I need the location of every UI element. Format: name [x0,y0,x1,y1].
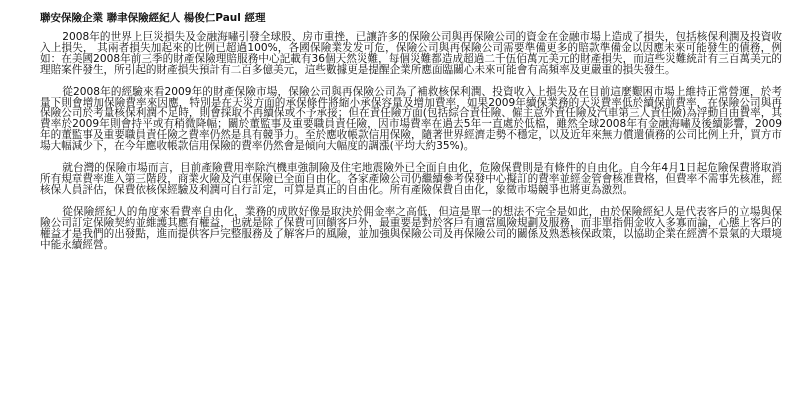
paragraph-2: 從2008年的經驗來看2009年的財產保險市場，保險公司與再保險公司為了補救核保利潤、投資收入上損失及在目前這麼艱困市場上維持正常營運，於考量下則會增加保險費率來因應，特別是在天災方面的承保條件將縮小承保容量及增加費率，如果2009年續保業務的天災費率低於續保前費率，在保險公司與再保險公司於考量核保利潤不足時，則會採取不再續保或不予承接；但在責任險方面(包括綜合責任險、僱主意外責任險及汽車第三人責任險)為浮動自由費率，其費率於2009年則會持平或有稍微降幅；關於董監事及重要職員責任險，因市場費率在過去5年一直處於低檔，雖然全球2008年有金融海嘯及後續影響，2009年的董監事及重要職員責任險之費率仍然是具有競爭力。至於應收帳款信用保險，隨著世界經濟走勢不穩定，以及近年來無力償還債務的公司比例上升，買方市場大幅減少下，在今年應收帳款信用保險的費率仍然會是傾向大幅度的調漲(平均大約35%)。 [40,85,782,153]
paragraph-3: 就台灣的保險市場而言，目前產險費用率除汽機車強制險及住宅地震險外已全面自由化，危險保費則是有條件的自由化。自今年4月1日起危險保費將取消所有規章費率進入第三階段，商業火險及汽車保險已全面自由化。各家產險公司仍繼續參考保發中心擬訂的費率並經金管會核准費格，但費率不需事先核准，經核保人員評估，保費依核保經驗及利潤可自行訂定，可算是真正的自由化。所有產險保費自由化，象徵市場競爭也將更為激烈。 [40,162,782,196]
paragraph-4: 從保險經紀人的角度來看費率自由化，業務的成敗好像是取決於佣金率之高低，但這是單一的想法不完全是如此，由於保險經紀人是代表客戶的立場與保險公司訂定保險契約並維護其應有權益，也就是除了保費可回饋客戶外，最重要是對於客戶有適當風險規劃及服務，而非單指佣金收入多寡而論，心態上客戶的權益才是我們的出發點，進而提供客戶完整服務及了解客戶的風險，並加強與保險公司及再保險公司的關係及熟悉核保政策，以協助企業在經濟不景氣的大環境中能永續經營。 [40,205,782,251]
article [40,12,782,250]
article-byline: 聯安保險企業 聯聿保險經紀人 楊俊仁Paul 經理 [40,12,266,24]
paragraph-1: 2008年的世界上巨災損失及金融海嘯引發全球股、房市重挫，已讓許多的保險公司與再保險公司的資金在金融市場上造成了損失，包括核保利潤及投資收入上損失， 其兩者損失加起來的比例已超過100%，各國保險業发发可危，保險公司與再保險公司需要準備更多的賠款準備金以因應未來可能發生的債務，例如：在美國2008年前三季的財產保險理賠服務中心記載有36個天然災難，每個災難都造成超過二千伍佰萬元美元的財產損失，而這些災難統計有三百萬美元的理賠案件發生，所引起的財產損失預計有二百多億美元，這些數據更是提醒企業所應面臨關心未來可能會有高頻率及更嚴重的損失發生。 [40,31,782,76]
